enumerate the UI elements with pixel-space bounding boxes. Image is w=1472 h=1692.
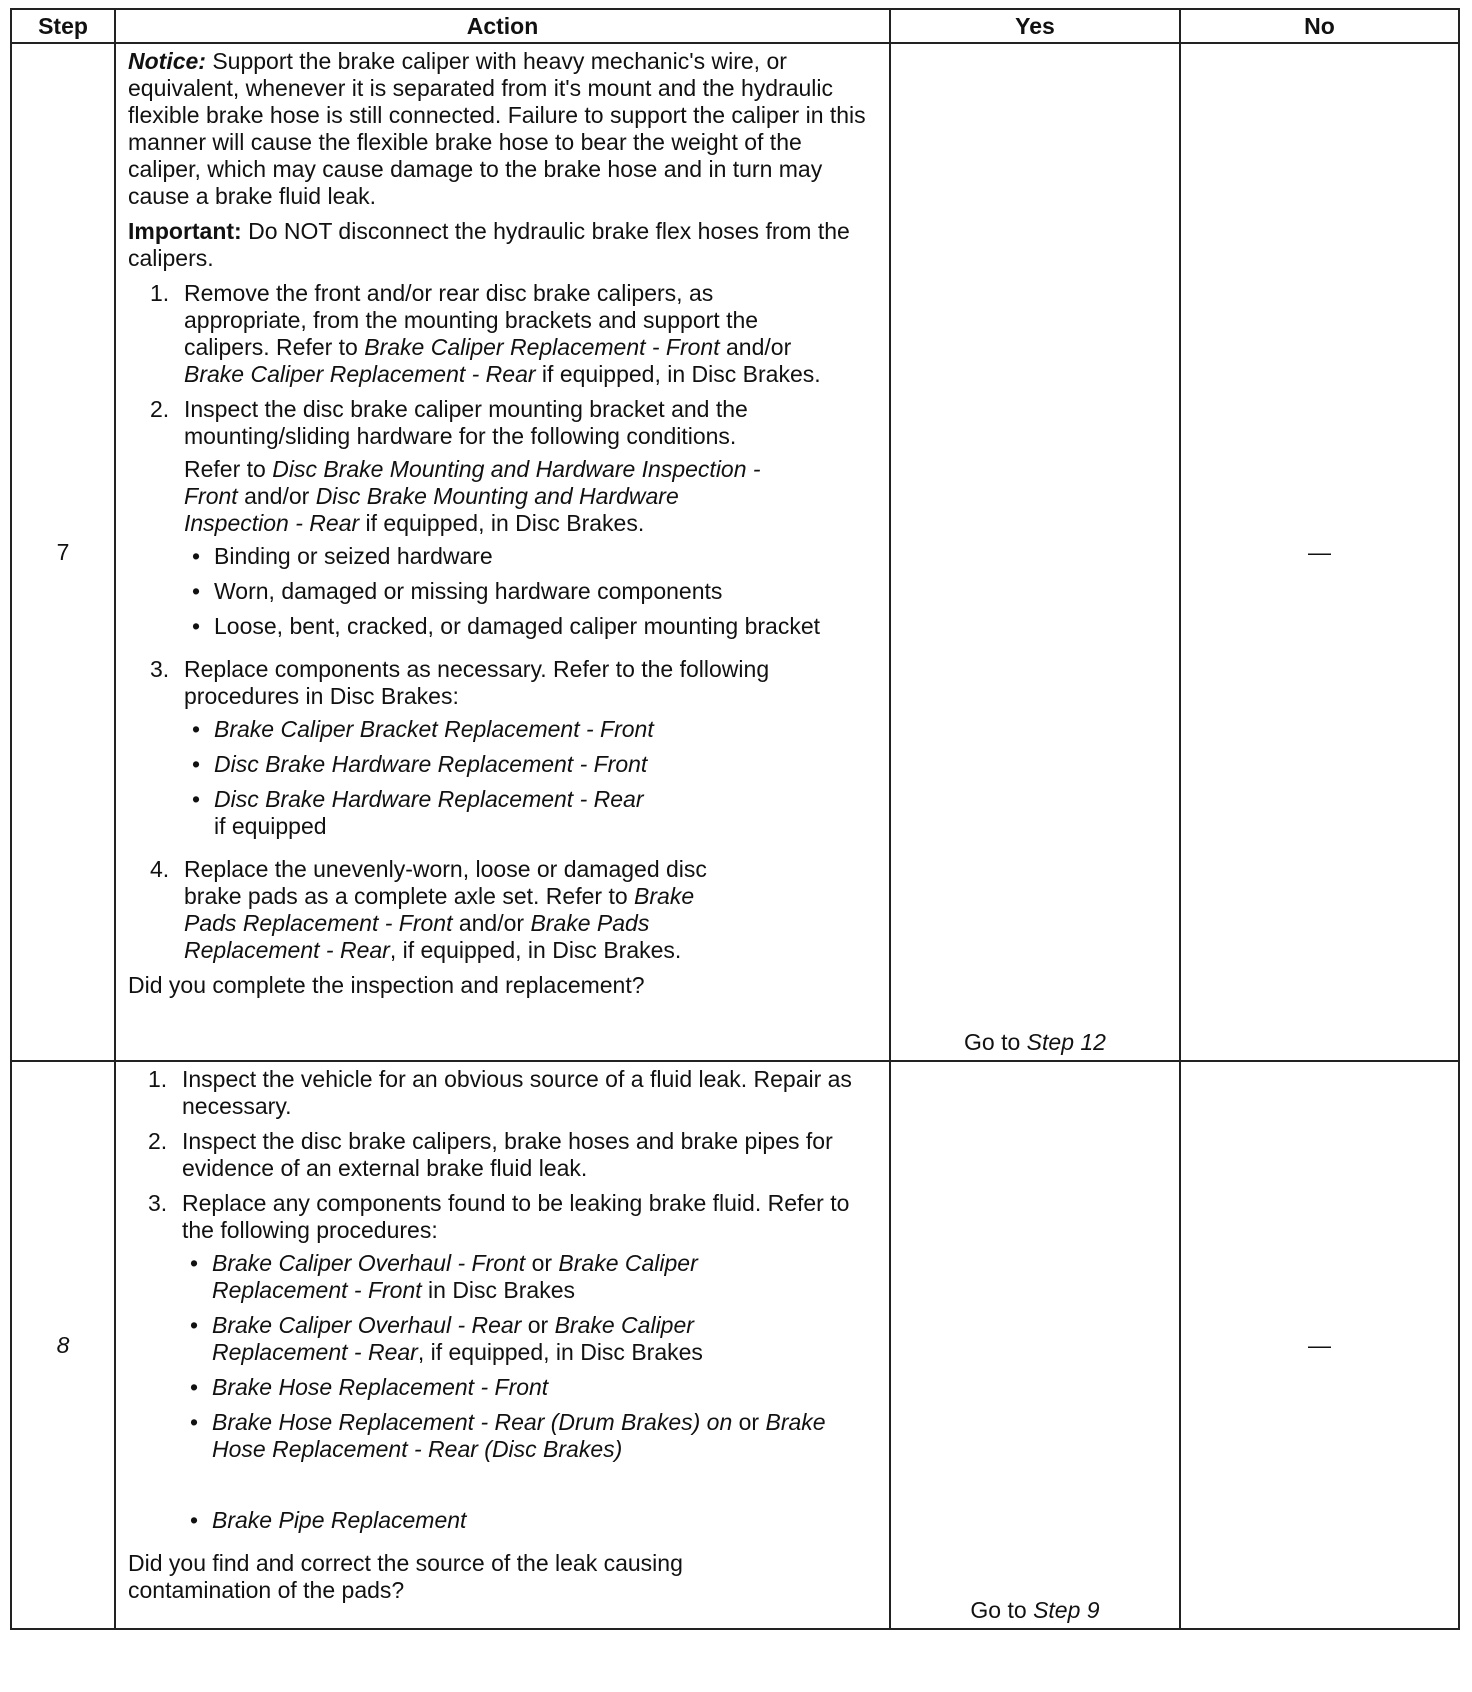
procedure-reference: Brake Hose Replacement - Front [212, 1374, 549, 1400]
step-7-no [1180, 43, 1459, 1061]
bullet-icon: • [192, 578, 201, 604]
procedure-reference: Brake Caliper Replacement - Front [364, 334, 720, 360]
procedure-reference: Brake Hose Replacement - Rear (Drum Brakes) on [212, 1409, 733, 1435]
item-text: if equipped, in Disc Brakes. [359, 510, 645, 536]
item-text: Inspect the disc brake caliper mounting bracket and the mounting/sliding hardware for the following conditions. [184, 396, 748, 449]
step-7-yes [890, 43, 1180, 1061]
goto-text: Go to [970, 1597, 1034, 1623]
header-yes: Yes [890, 9, 1180, 43]
procedure-reference: Disc Brake Mounting and Hardware Inspection - Front [184, 456, 761, 509]
goto-step-12[interactable] [891, 1029, 1179, 1056]
step-number: 7 [11, 43, 115, 1061]
item-text: , if equipped, in Disc Brakes. [389, 937, 682, 963]
item-text: or [525, 1250, 559, 1276]
list-item [184, 751, 875, 778]
item-text: Refer to [184, 456, 273, 482]
procedure-reference: Brake Pads Replacement - Rear [184, 910, 650, 963]
item-text: Inspect the disc brake calipers, brake hoses and brake pipes for evidence of an external brake fluid leak. [182, 1128, 833, 1181]
item-body [184, 856, 875, 964]
list-item [182, 1312, 875, 1366]
bullet-icon: • [190, 1374, 199, 1400]
item-text: or [521, 1312, 555, 1338]
item-text: and/or [237, 483, 316, 509]
step-8-instructions [128, 1066, 875, 1542]
important-paragraph [128, 218, 875, 272]
header-action: Action [115, 9, 890, 43]
procedure-reference: Disc Brake Hardware Replacement - Front [214, 751, 648, 777]
item-text: Replace any components found to be leaking brake fluid. Refer to the following procedures: [182, 1190, 850, 1243]
list-item [182, 1409, 875, 1463]
important-label: Important: [128, 218, 242, 244]
step-7-question: Did you complete the inspection and replacement? [128, 972, 645, 998]
bullet-icon: • [192, 751, 201, 777]
list-item [184, 716, 875, 743]
bullet-body [212, 1250, 875, 1304]
item-body [184, 396, 875, 648]
table-row-step-7 [11, 43, 1459, 1061]
header-no: No [1180, 9, 1459, 43]
item-text: if equipped, in Disc Brakes. [535, 361, 821, 387]
item-text: , if equipped, in Disc Brakes [417, 1339, 703, 1365]
bullet-icon: • [190, 1507, 199, 1533]
step-reference-link[interactable]: Step 9 [1033, 1597, 1100, 1623]
item-number: 3. [150, 656, 170, 682]
no-action-dash: — [1308, 538, 1331, 565]
item-text: or [732, 1409, 766, 1435]
item-text: Replace the unevenly-worn, loose or damaged disc brake pads as a complete axle set. Refer to [184, 856, 707, 909]
item-body [184, 656, 875, 848]
step-8-yes [890, 1061, 1180, 1629]
item-number: 1. [148, 1066, 168, 1092]
procedure-reference: Brake Caliper Replacement - Rear [212, 1312, 694, 1365]
list-item [184, 613, 875, 640]
goto-step-9[interactable] [891, 1597, 1179, 1624]
list-item [148, 1066, 875, 1120]
item-text: Remove the front and/or rear disc brake calipers, as appropriate, from the mounting brackets and support the calipers. Refer to [184, 280, 759, 360]
bullet-icon: • [192, 613, 201, 639]
bullet-body [212, 1409, 875, 1463]
step-number: 8 [11, 1061, 115, 1629]
procedure-list [182, 1250, 875, 1534]
list-item [184, 578, 875, 605]
item-number: 4. [150, 856, 170, 882]
step-8-question: Did you find and correct the source of the leak causing contamination of the pads? [128, 1550, 683, 1603]
condition-list [184, 543, 875, 640]
step-8-no [1180, 1061, 1459, 1629]
procedure-reference: Brake Pads Replacement - Front [184, 883, 695, 936]
bullet-icon: • [192, 786, 201, 812]
no-action-dash: — [1308, 1331, 1331, 1358]
procedure-reference: Brake Caliper Replacement - Front [212, 1250, 698, 1303]
bullet-icon: • [192, 716, 201, 742]
procedure-reference: Brake Hose Replacement - Rear (Disc Brakes) [212, 1409, 826, 1462]
list-item [150, 656, 875, 848]
list-item [150, 396, 875, 648]
list-item [184, 543, 875, 570]
list-item [148, 1128, 875, 1182]
step-7-instructions [128, 280, 875, 964]
list-item [184, 786, 875, 840]
procedure-reference: Brake Caliper Bracket Replacement - Front [214, 716, 654, 742]
bullet-body [214, 786, 875, 840]
item-text: and/or [452, 910, 531, 936]
list-item [182, 1250, 875, 1304]
notice-text: Support the brake caliper with heavy mechanic's wire, or equivalent, whenever it is separated from it's mount and the hydraulic flexible brake hose is still connected. Failure to support the caliper in this manner will cause the flexible brake hose to bear the weight of the caliper, which may cause damage to the brake hose and in turn may cause a brake fluid leak. [128, 48, 866, 209]
goto-text: Go to [964, 1029, 1027, 1055]
procedure-reference: Brake Caliper Overhaul - Front [212, 1250, 526, 1276]
procedure-reference: Disc Brake Hardware Replacement - Rear [214, 786, 644, 812]
step-7-action [115, 43, 890, 1061]
bullet-icon: • [190, 1312, 199, 1338]
table-header-row [11, 9, 1459, 43]
list-item [182, 1507, 875, 1534]
item-text: Replace components as necessary. Refer to the following procedures in Disc Brakes: [184, 656, 770, 709]
item-reference-text [184, 456, 875, 537]
list-item [150, 280, 875, 388]
item-body [182, 1190, 875, 1542]
step-reference-link[interactable]: Step 12 [1026, 1029, 1106, 1055]
bullet-icon: • [192, 543, 201, 569]
step-8-action [115, 1061, 890, 1629]
bullet-icon: • [190, 1250, 199, 1276]
bullet-text: Loose, bent, cracked, or damaged caliper mounting bracket [214, 613, 821, 639]
procedure-reference: Brake Pipe Replacement [212, 1507, 467, 1533]
item-body [184, 280, 875, 388]
important-text: Do NOT disconnect the hydraulic brake flex hoses from the calipers. [128, 218, 850, 271]
procedure-reference: Disc Brake Mounting and Hardware Inspection - Rear [184, 483, 679, 536]
bullet-text: Worn, damaged or missing hardware components [214, 578, 723, 604]
diagnostic-table [10, 8, 1460, 1630]
procedure-list [184, 716, 875, 840]
list-item [148, 1190, 875, 1542]
notice-label: Notice: [128, 48, 206, 74]
procedure-reference: Brake Caliper Overhaul - Rear [212, 1312, 522, 1338]
item-text: if equipped [214, 813, 327, 839]
item-text: and/or [719, 334, 792, 360]
item-number: 2. [150, 396, 170, 422]
item-number: 3. [148, 1190, 168, 1216]
table-row-step-8 [11, 1061, 1459, 1629]
list-item [182, 1374, 875, 1401]
list-item [150, 856, 875, 964]
bullet-body [212, 1312, 875, 1366]
bullet-icon: • [190, 1409, 199, 1435]
header-step: Step [11, 9, 115, 43]
procedure-reference: Brake Caliper Replacement - Rear [184, 361, 536, 387]
item-number: 1. [150, 280, 170, 306]
item-text: Inspect the vehicle for an obvious source of a fluid leak. Repair as necessary. [182, 1066, 852, 1119]
item-number: 2. [148, 1128, 168, 1154]
notice-paragraph [128, 48, 875, 210]
bullet-text: Binding or seized hardware [214, 543, 493, 569]
item-text: in Disc Brakes [421, 1277, 576, 1303]
